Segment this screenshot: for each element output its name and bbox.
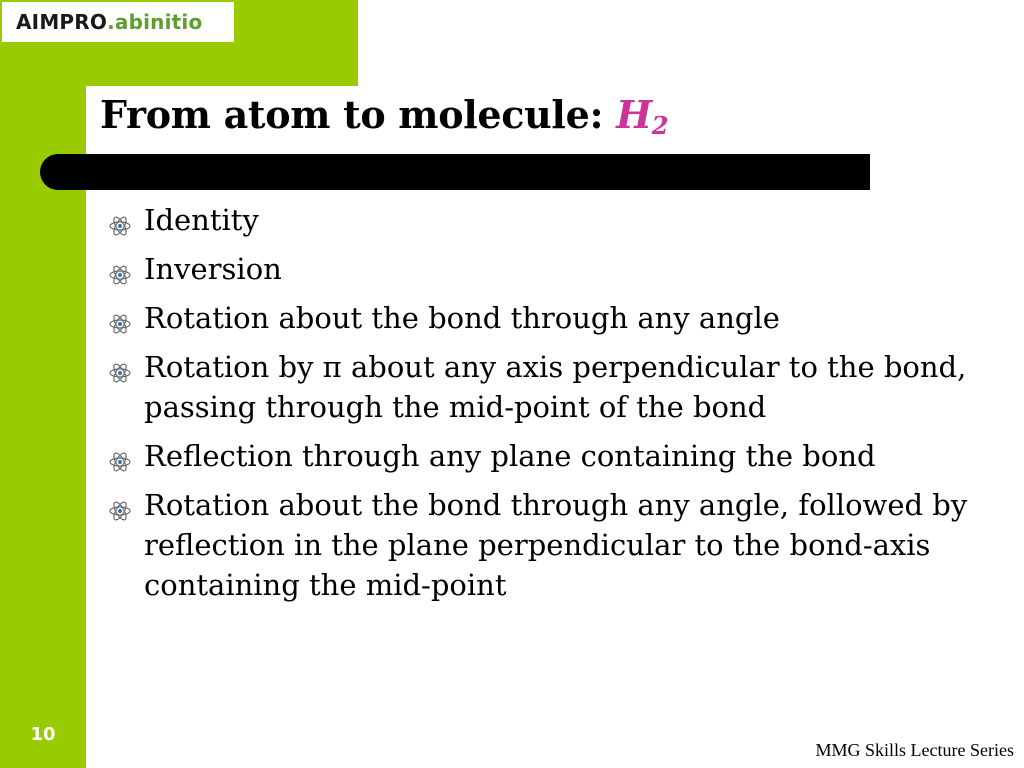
bullet-item — [108, 347, 1008, 427]
atom-icon — [108, 444, 132, 468]
slide-title — [100, 92, 668, 140]
title-formula-letter: H — [616, 92, 652, 137]
left-green-band — [0, 0, 86, 768]
bullet-item — [108, 200, 1008, 240]
bullet-item — [108, 485, 1008, 605]
bullet-item — [108, 249, 1008, 289]
logo-text-suffix: .abinitio — [107, 10, 203, 34]
bullet-text: Reflection through any plane containing the bond — [144, 439, 876, 473]
atom-icon — [108, 493, 132, 517]
atom-icon — [108, 306, 132, 330]
title-underline-bar — [40, 154, 870, 190]
title-formula-subscript: 2 — [651, 111, 669, 140]
bullet-text: Identity — [144, 203, 259, 237]
slide-title-text: From atom to molecule: — [100, 92, 617, 137]
bullet-item — [108, 436, 1008, 476]
logo-text-main: AIMPRO — [16, 10, 108, 34]
bullet-text: Rotation about the bond through any angle — [144, 301, 780, 335]
bullet-item — [108, 298, 1008, 338]
bullet-text: Inversion — [144, 252, 282, 286]
bullet-text: Rotation about the bond through any angle, followed by reflection in the plane perpendicular to the bond-axis containing the mid-point — [144, 488, 968, 602]
bullet-list — [108, 200, 1008, 614]
page-number: 10 — [30, 724, 56, 745]
atom-icon — [108, 257, 132, 281]
atom-icon — [108, 355, 132, 379]
footer-text: MMG Skills Lecture Series — [815, 740, 1014, 760]
atom-icon — [108, 208, 132, 232]
title-formula — [616, 92, 669, 140]
bullet-text: Rotation by π about any axis perpendicular to the bond, passing through the mid-point of the bond — [144, 350, 967, 424]
logo — [2, 2, 234, 42]
